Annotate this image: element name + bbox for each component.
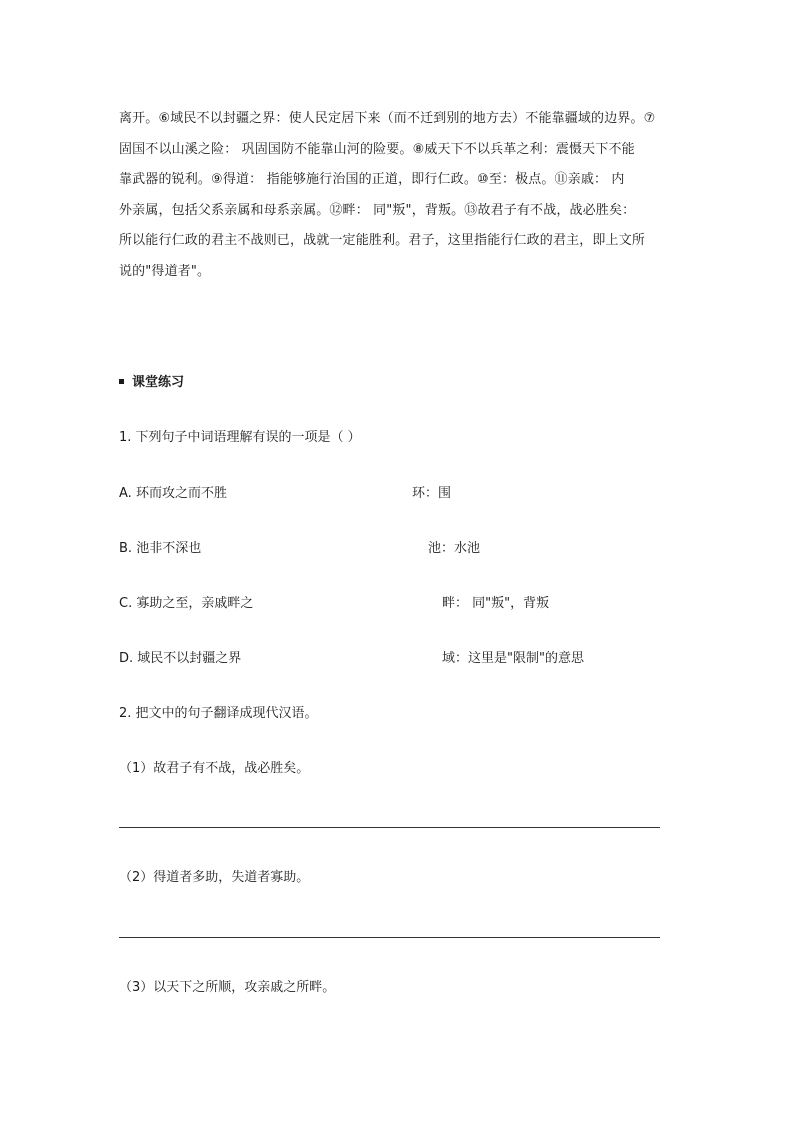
question-2-item-3: （3）以天下之所顺，攻亲戚之所畔。 xyxy=(119,980,336,995)
annotation-notes xyxy=(119,104,679,288)
note-line: 说的"得道者"。 xyxy=(119,263,211,279)
question-1-option-d xyxy=(119,647,241,666)
square-bullet-icon xyxy=(119,379,124,384)
option-a-gloss: 环：围 xyxy=(412,486,452,501)
question-1-option-a xyxy=(119,482,227,501)
answer-line-1[interactable] xyxy=(119,827,660,828)
option-label: C. xyxy=(119,596,133,611)
note-line: 所以能行仁政的君主不战则已，战就一定能胜利。君子，这里指能行仁政的君主，即上文所 xyxy=(119,233,646,249)
note-line: 离开。⑥域民不以封疆之界：使人民定居下来（而不迁到别的地方去）不能靠疆域的边界。⑦ xyxy=(119,111,656,126)
note-line: 靠武器的锐利。⑨得道： 指能够施行治国的正道，即行仁政。⑩至：极点。⑪亲戚： 内 xyxy=(119,172,625,188)
section-heading xyxy=(119,371,184,390)
question-2-stem: 2. 把文中的句子翻译成现代汉语。 xyxy=(119,706,318,721)
option-label: A. xyxy=(119,486,132,501)
question-2-item-2: （2）得道者多助，失道者寡助。 xyxy=(119,870,310,885)
option-text: 寡助之至，亲戚畔之 xyxy=(136,596,254,611)
option-label: D. xyxy=(119,651,134,666)
question-1-stem: 1. 下列句子中词语理解有误的一项是（ ） xyxy=(119,430,361,445)
question-1-option-b xyxy=(119,537,201,556)
section-heading-text: 课堂练习 xyxy=(132,375,185,390)
question-2-item-1: （1）故君子有不战，战必胜矣。 xyxy=(119,761,310,776)
option-text: 域民不以封疆之界 xyxy=(137,651,242,666)
note-line: 固国不以山溪之险： 巩固国防不能靠山河的险要。⑧威天下不以兵革之利：震慑天下不能 xyxy=(119,141,635,157)
option-c-gloss: 畔： 同"叛"，背叛 xyxy=(442,596,550,611)
answer-line-2[interactable] xyxy=(119,937,660,938)
option-d-gloss: 域：这里是"限制"的意思 xyxy=(442,651,584,666)
option-b-gloss: 池：水池 xyxy=(428,541,481,556)
question-1-option-c xyxy=(119,592,253,611)
option-text: 环而攻之而不胜 xyxy=(135,486,227,501)
option-label: B. xyxy=(119,541,133,556)
option-text: 池非不深也 xyxy=(136,541,202,556)
note-line: 外亲属，包括父系亲属和母系亲属。⑫畔： 同"叛"，背叛。⑬故君子有不战，战必胜矣： xyxy=(119,202,636,218)
